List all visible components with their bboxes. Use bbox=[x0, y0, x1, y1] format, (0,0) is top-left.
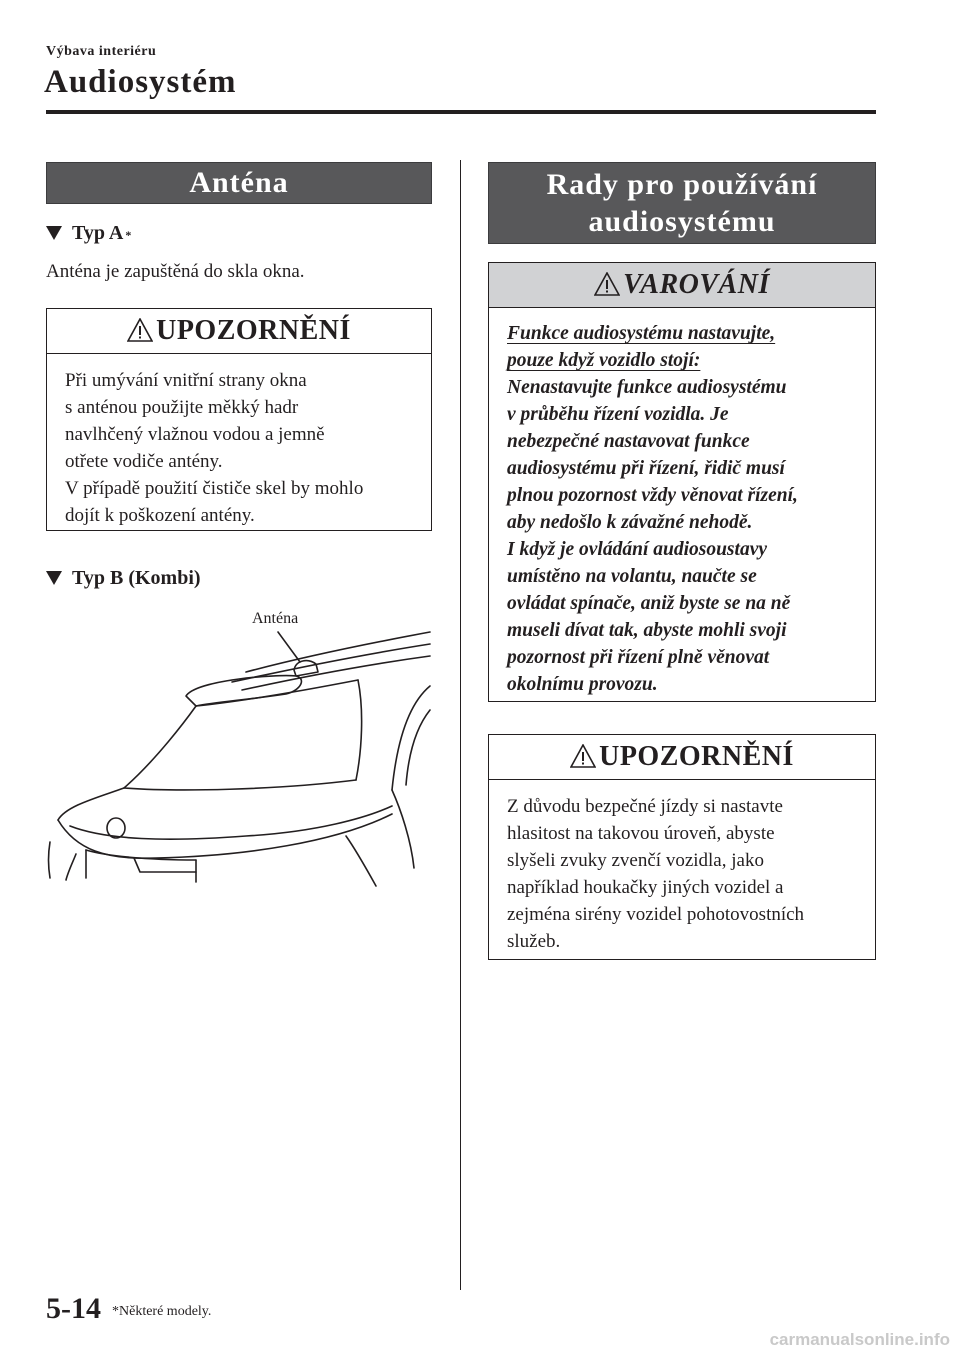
warning-line: Nenastavujte funkce audiosystému bbox=[507, 377, 787, 398]
warning-line: nebezpečné nastavovat funkce bbox=[507, 431, 750, 452]
caution-box-volume bbox=[488, 734, 876, 960]
warning-line: audiosystému při řízení, řidič musí bbox=[507, 458, 785, 479]
car-line-drawing bbox=[46, 610, 432, 890]
antenna-banner: Anténa bbox=[46, 162, 432, 204]
warning-line: pozornost při řízení plně věnovat bbox=[507, 647, 770, 668]
column-divider bbox=[460, 160, 461, 1290]
banner-line: Rady pro používání bbox=[546, 167, 818, 201]
caution-line: služeb. bbox=[507, 931, 561, 952]
warning-triangle-icon bbox=[127, 318, 153, 342]
caution-line: s anténou použijte měkký hadr bbox=[65, 397, 299, 418]
warning-line: v průběhu řízení vozidla. Je bbox=[507, 404, 729, 425]
watermark: carmanualsonline.info bbox=[769, 1330, 950, 1349]
triangle-bullet-icon bbox=[46, 226, 62, 240]
caution-line: Při umývání vnitřní strany okna bbox=[65, 370, 307, 391]
footnote: *Některé modely. bbox=[112, 1304, 212, 1319]
section-label: Výbava interiéru bbox=[46, 44, 157, 59]
warning-box bbox=[488, 262, 876, 702]
warning-lead-line: pouze když vozidlo stojí: bbox=[507, 350, 701, 371]
caution-line: dojít k poškození antény. bbox=[65, 505, 255, 526]
caution-title: UPOZORNĚNÍ bbox=[156, 315, 351, 346]
type-a-text: Anténa je zapuštěná do skla okna. bbox=[46, 261, 305, 282]
warning-line: okolnímu provozu. bbox=[507, 674, 658, 695]
triangle-bullet-icon bbox=[46, 571, 62, 585]
header-rule bbox=[46, 110, 876, 114]
caution-line: hlasitost na takovou úroveň, abyste bbox=[507, 823, 775, 844]
warning-lead-line: Funkce audiosystému nastavujte, bbox=[507, 323, 776, 344]
caution-line: zejména sirény vozidel pohotovostních bbox=[507, 904, 805, 925]
antenna-callout-label: Anténa bbox=[252, 610, 299, 627]
type-a-label: Typ A bbox=[72, 222, 124, 244]
caution-line: Z důvodu bezpečné jízdy si nastavte bbox=[507, 796, 783, 817]
warning-body bbox=[489, 308, 875, 712]
asterisk-marker: * bbox=[125, 228, 132, 242]
warning-line: plnou pozornost vždy věnovat řízení, bbox=[507, 485, 798, 506]
caution-body bbox=[47, 354, 431, 543]
caution-line: navlhčený vlažnou vodou a jemně bbox=[65, 424, 325, 445]
caution-line: například houkačky jiných vozidel a bbox=[507, 877, 784, 898]
caution-line: otřete vodiče antény. bbox=[65, 451, 223, 472]
warning-line: museli dívat tak, abyste mohli svoji bbox=[507, 620, 787, 641]
caution-line: slyšeli zvuky zvenčí vozidla, jako bbox=[507, 850, 764, 871]
type-b-label: Typ B (Kombi) bbox=[72, 567, 201, 589]
caution-body bbox=[489, 780, 875, 969]
warning-triangle-icon bbox=[594, 272, 620, 296]
page-title: Audiosystém bbox=[44, 64, 237, 100]
warning-line: I když je ovládání audiosoustavy bbox=[507, 539, 768, 560]
caution-box-antenna bbox=[46, 308, 432, 531]
page-number: 5-14 bbox=[46, 1292, 101, 1325]
type-b-heading bbox=[46, 567, 201, 590]
caution-header bbox=[489, 735, 875, 780]
type-a-heading bbox=[46, 222, 131, 245]
warning-line: umístěno na volantu, naučte se bbox=[507, 566, 757, 587]
audio-tips-banner bbox=[488, 162, 876, 244]
warning-triangle-icon bbox=[570, 744, 596, 768]
caution-header bbox=[47, 309, 431, 354]
warning-line: ovládat spínače, aniž byste se na ně bbox=[507, 593, 791, 614]
banner-line: audiosystému bbox=[588, 205, 776, 238]
warning-header bbox=[489, 263, 875, 308]
car-rear-illustration bbox=[46, 610, 432, 890]
caution-line: V případě použití čističe skel by mohlo bbox=[65, 478, 364, 499]
warning-title: VAROVÁNÍ bbox=[623, 269, 770, 300]
warning-line: aby nedošlo k závažné nehodě. bbox=[507, 512, 753, 533]
caution-title: UPOZORNĚNÍ bbox=[599, 741, 794, 772]
